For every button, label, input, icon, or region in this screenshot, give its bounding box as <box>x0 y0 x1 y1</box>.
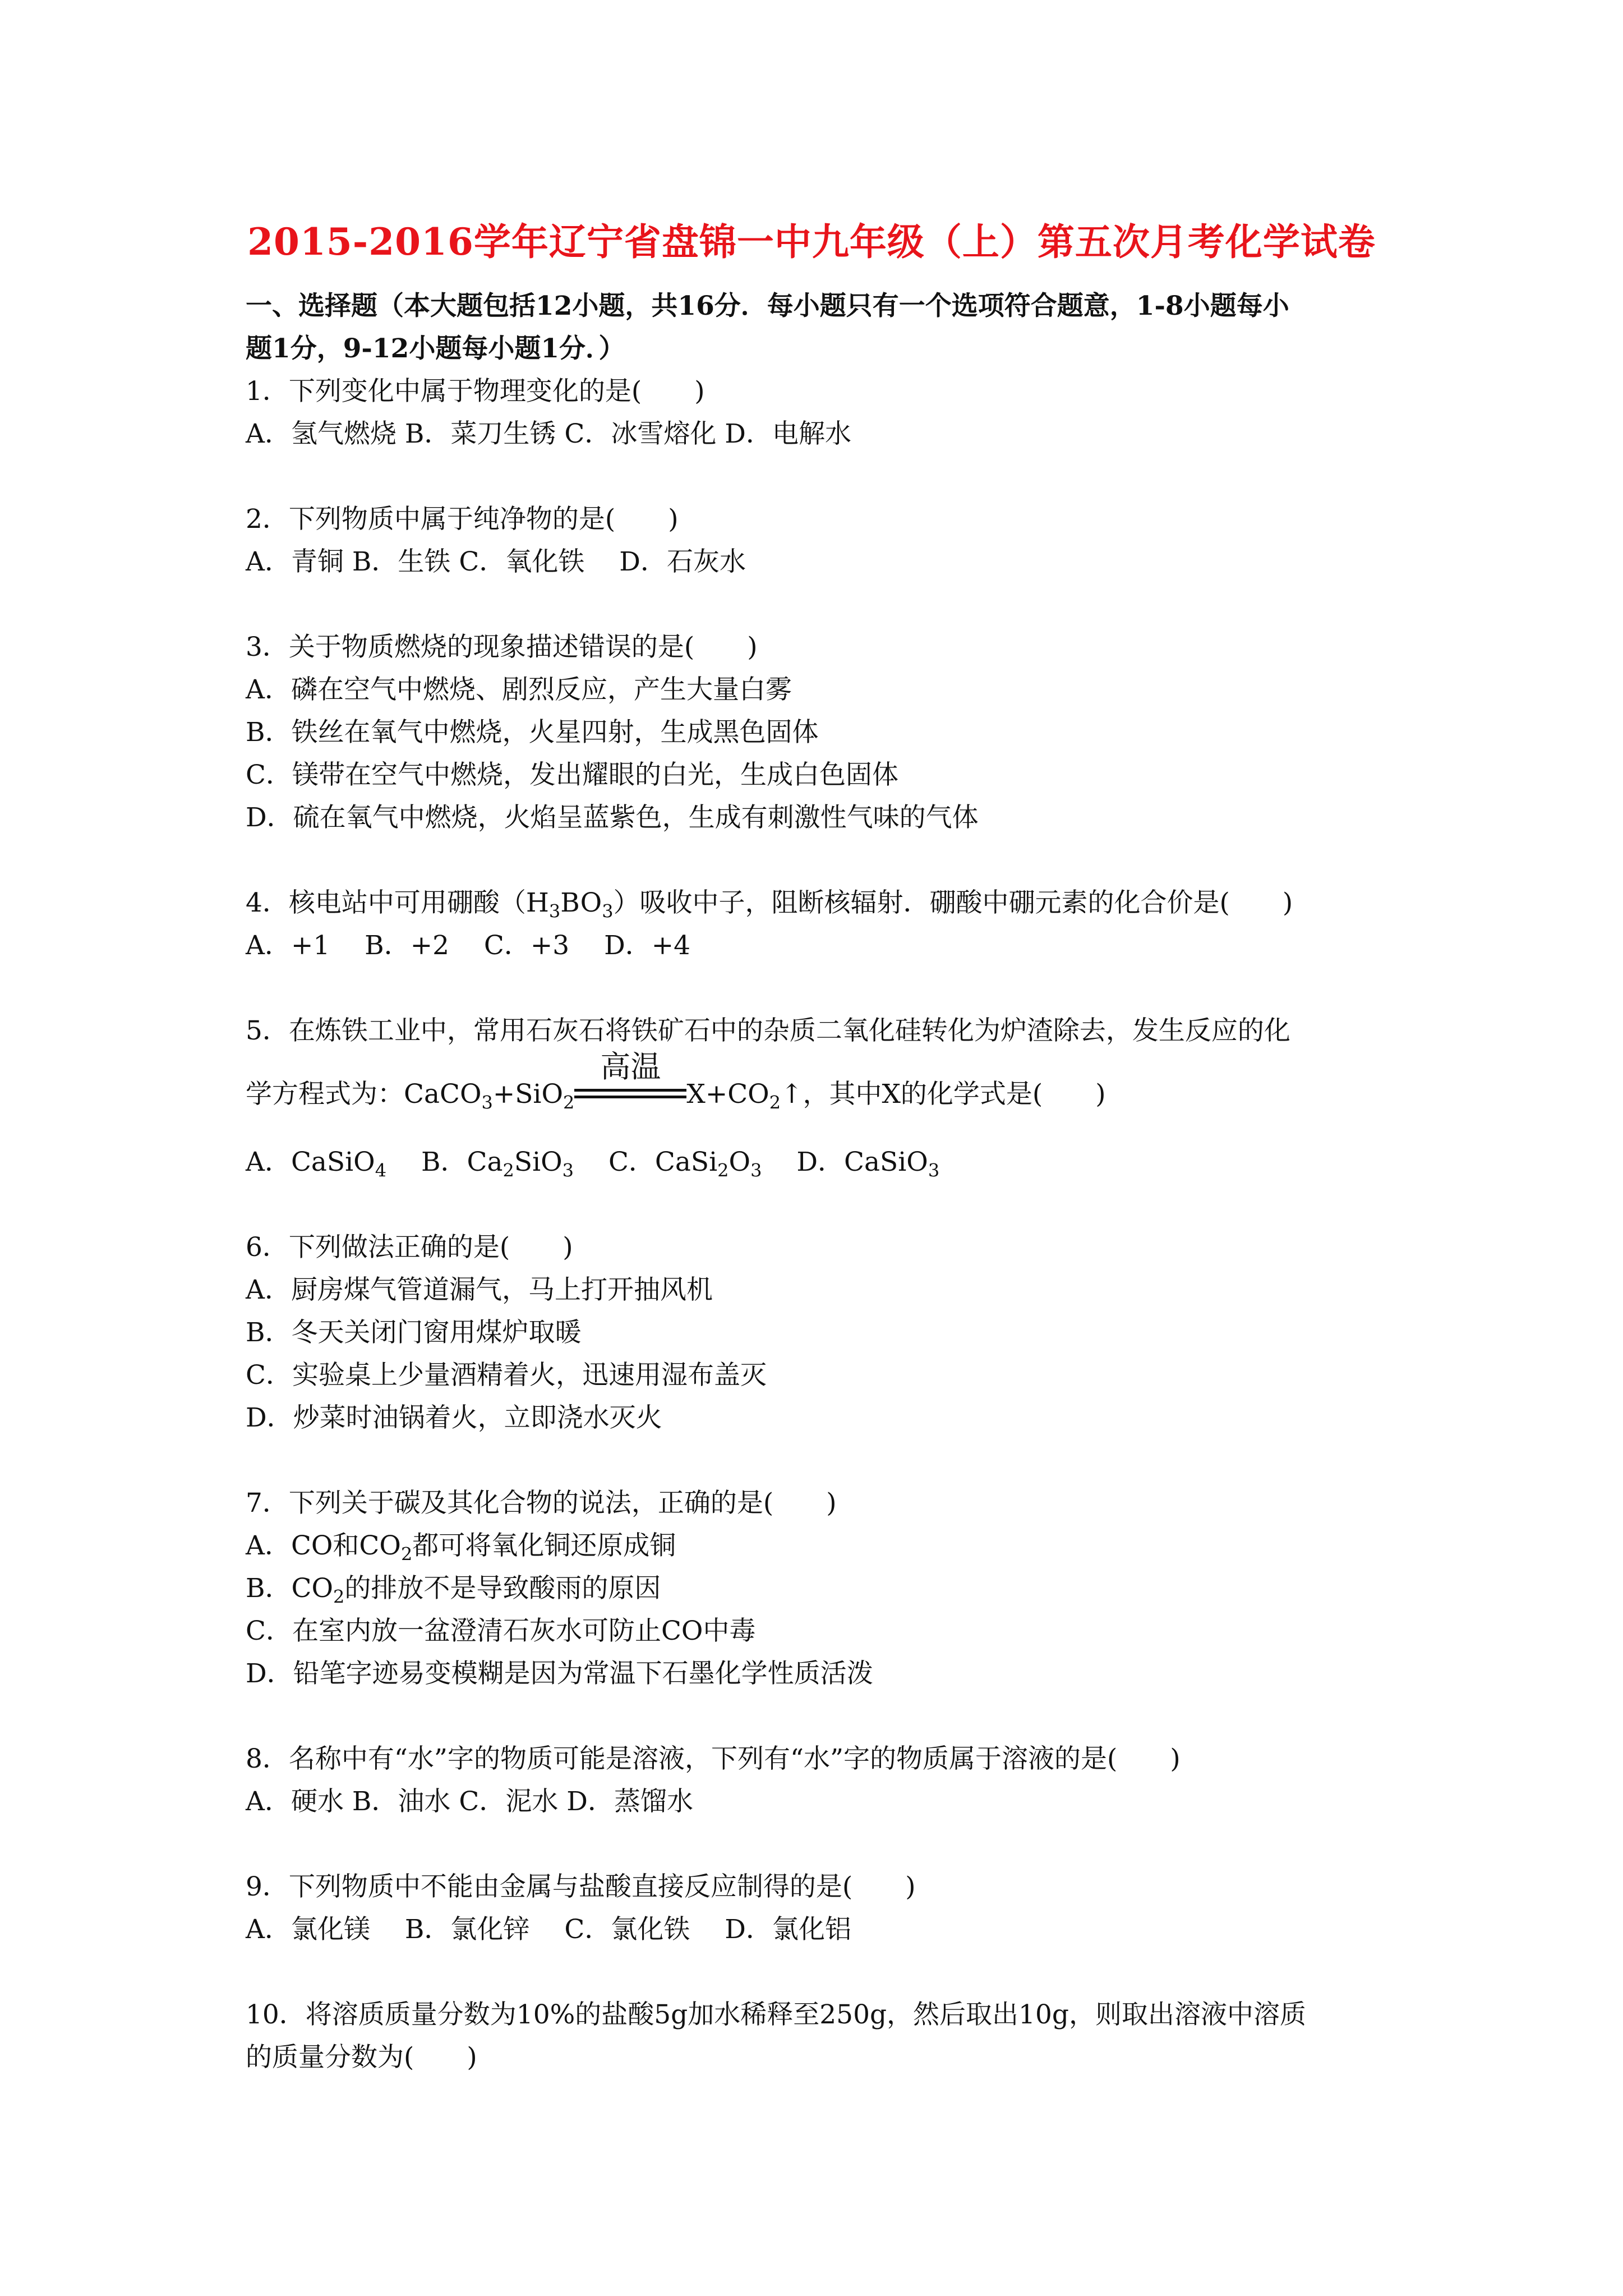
section-heading-2: 题1分，9-12小题每小题1分．） <box>246 333 625 364</box>
question-8-options: A．硬水 B．油水 C．泥水 D．蒸馏水 <box>246 1786 693 1817</box>
equation-reaction-condition: 高温 <box>574 1080 686 1103</box>
question-3-option-b: B．铁丝在氧气中燃烧，火星四射，生成黑色固体 <box>246 717 819 748</box>
question-1-stem: 1．下列变化中属于物理变化的是( ) <box>246 376 705 407</box>
question-3-option-d: D．硫在氧气中燃烧，火焰呈蓝紫色，生成有刺激性气味的气体 <box>246 802 979 833</box>
question-6-option-b: B．冬天关闭门窗用煤炉取暖 <box>246 1317 582 1348</box>
question-6-stem: 6．下列做法正确的是( ) <box>246 1232 573 1263</box>
question-10-stem-line-1: 10．将溶质质量分数为10%的盐酸5g加水稀释至250g，然后取出10g，则取出溶液中溶质 <box>246 1999 1306 2030</box>
question-7-option-b: B．$CO_2$的排放不是导致酸雨的原因 <box>246 1573 661 1608</box>
question-4-stem: 4．核电站中可用硼酸$(H_3BO_3)$吸收中子，阻断核辐射．硼酸中硼元素的化合价是( ) <box>246 887 1293 922</box>
question-5-stem: 5．在炼铁工业中，常用石灰石将铁矿石中的杂质二氧化硅转化为炉渣除去，发生反应的化 <box>246 1015 1290 1046</box>
question-3-option-a: A．磷在空气中燃烧、剧烈反应，产生大量白雾 <box>246 674 792 705</box>
question-3-stem: 3．关于物质燃烧的现象描述错误的是( ) <box>246 632 758 662</box>
question-6-option-a: A．厨房煤气管道漏气，马上打开抽风机 <box>246 1274 713 1305</box>
question-2-options: A．青铜 B．生铁 C．氧化铁 D．石灰水 <box>246 546 746 577</box>
question-4-options: A．+1 B．+2 C．+3 D．+4 <box>246 930 691 961</box>
exam-title: 2015-2016学年辽宁省盘锦一中九年级（上）第五次月考化学试卷 <box>247 220 1376 264</box>
question-8-stem: 8．名称中有“水”字的物质可能是溶液，下列有“水”字的物质属于溶液的是( ) <box>246 1743 1181 1774</box>
question-5-equation: 学方程式为：CaCO$_3$+SiO$_2$ 高温 $X+CO_2↑$，其中X的化学式是( ) <box>246 1049 1106 1114</box>
question-7-option-d: D．铅笔字迹易变模糊是因为常温下石墨化学性质活泼 <box>246 1658 873 1689</box>
question-6-option-d: D．炒菜时油锅着火，立即浇水灭火 <box>246 1402 662 1433</box>
question-9-options: A．氯化镁 B．氯化锌 C．氯化铁 D．氯化铝 <box>246 1914 851 1945</box>
question-1-options: A．氢气燃烧 B．菜刀生锈 C．冰雪熔化 D．电解水 <box>246 418 851 449</box>
question-7-stem: 7．下列关于碳及其化合物的说法，正确的是( ) <box>246 1488 837 1519</box>
question-2-stem: 2．下列物质中属于纯净物的是( ) <box>246 504 679 535</box>
question-7-option-c: C．在室内放一盆澄清石灰水可防止CO中毒 <box>246 1616 756 1646</box>
question-7-option-a: A．CO和$CO_2$都可将氧化铜还原成铜 <box>246 1530 676 1565</box>
exam-content <box>246 285 1395 2079</box>
question-6-option-c: C．实验桌上少量酒精着火，迅速用湿布盖灭 <box>246 1360 767 1391</box>
question-3-option-c: C．镁带在空气中燃烧，发出耀眼的白光，生成白色固体 <box>246 760 898 790</box>
question-5-options: A．CaSiO$_4$ B．$Ca_2SiO_3$ C．$CaSi_2O_3$ D．CaSiO$_3$ <box>246 1147 940 1181</box>
section-heading-1: 一、选择题（本大题包括12小题，共16分．每小题只有一个选项符合题意，1-8小题每小 <box>246 291 1289 321</box>
question-9-stem: 9．下列物质中不能由金属与盐酸直接反应制得的是( ) <box>246 1871 916 1902</box>
question-10-stem-line-2: 的质量分数为( ) <box>246 2042 477 2073</box>
